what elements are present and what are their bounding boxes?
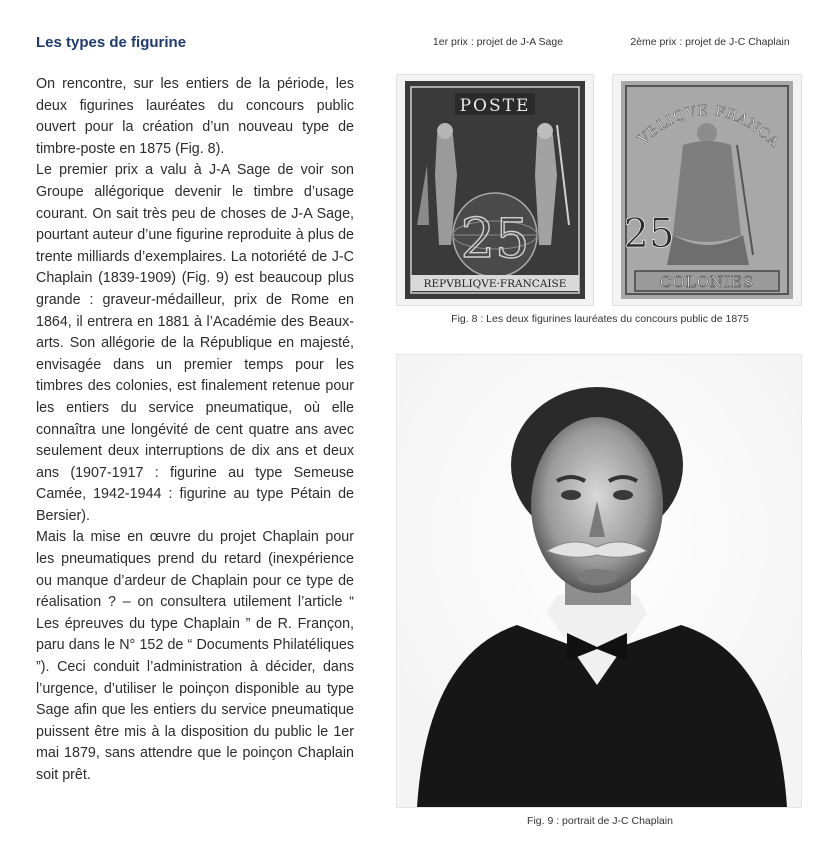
stamp-sage-frame <box>396 74 594 306</box>
svg-text:COLONIES: COLONIES <box>659 273 755 291</box>
paragraph-2: Le premier prix a valu à J-A Sage de voir son Groupe allégorique devenir le timbre d’usage courant. On sait très peu de choses de J-A Sage, pourtant auteur d’une figurine reproduite à plus de trente milliards d’exemplaires. La notoriété de J-C Chaplain (1839-1909) (Fig. 9) est beaucoup plus grande : graveur-médailleur, prix de Rome en 1864, il entrera en 1881 à l’Académie des Beaux-arts. Son allégorie de la République en majesté, envisagée dans un premier temps pour les timbres des colonies, est finalement retenue pour les entiers du service pneumatique, où elle connaîtra une longévité de cent quatre ans avec seulement deux interruptions de dix ans et deux ans (1907-1917 : figurine au type Semeuse Camée, 1942-1944 : figurine au type Pétain de Bersier). <box>36 162 354 524</box>
svg-text:REPVBLIQVE FRANCAISE: VBLIQVE FRANCA <box>635 102 783 152</box>
svg-text:25: 25 <box>460 207 530 270</box>
stamp2-label: 2ème prix : projet de J-C Chaplain <box>630 36 790 48</box>
fig9-caption: Fig. 9 : portrait de J-C Chaplain <box>527 815 673 827</box>
svg-text:REPVBLIQVE·FRANCAISE: REPVBLIQVE·FRANCAISE <box>423 278 567 290</box>
stamp-sage-image <box>397 75 593 305</box>
article-body <box>36 74 354 787</box>
fig8-caption: Fig. 8 : Les deux figurines lauréates du concours public de 1875 <box>451 313 749 325</box>
portrait-frame <box>396 354 802 808</box>
stamp1-label: 1er prix : projet de J-A Sage <box>432 36 564 48</box>
section-heading: Les types de figurine <box>36 34 187 51</box>
stamp-chaplain-image <box>613 75 801 305</box>
svg-text:POSTE: POSTE <box>459 96 531 116</box>
stamp-chaplain-frame <box>612 74 802 306</box>
portrait-image <box>397 355 801 807</box>
svg-text:25: 25 <box>623 211 675 257</box>
paragraph-3: Mais la mise en œuvre du projet Chaplain pour les pneumatiques prend du retard (inexpérience ou manque d’ardeur de Chaplain pour ce type de réalisation ? – on consultera utilement l’article “ Les épreuves du type Chaplain ” de R. Françon, paru dans le N° 152 de “ Documents Philatéliques ”). Ceci conduit l’administration à décider, dans l’urgence, d’utiliser le poinçon disponible au type Sage afin que les entiers du service pneumatique puissent être mis à la disposition du public le 1er mai 1879, sans attendre que le poinçon Chaplain soit prêt. <box>36 529 354 783</box>
paragraph-1: On rencontre, sur les entiers de la période, les deux figurines lauréates du concours public ouvert pour la création d’un nouveau type de timbre-poste en 1875 (Fig. 8). <box>36 76 354 157</box>
